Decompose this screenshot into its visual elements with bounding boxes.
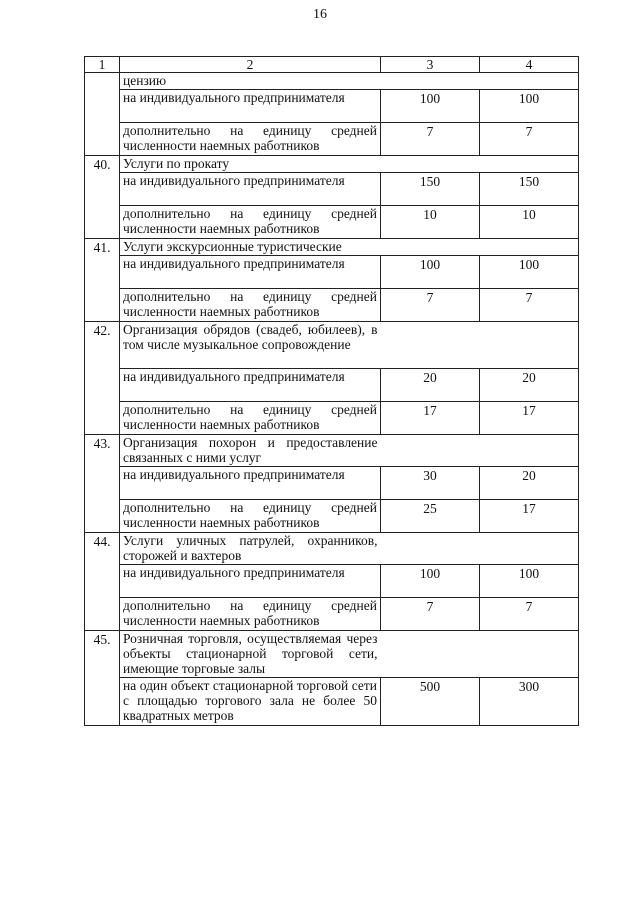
table-row bbox=[85, 631, 579, 678]
item-label: на индивидуального предпринимателя bbox=[120, 467, 381, 500]
section-title: Организация обрядов (свадеб, юбилеев), в том числе музыкальное сопровождение bbox=[120, 322, 381, 369]
empty-cell bbox=[381, 631, 579, 678]
table-row bbox=[85, 565, 579, 598]
row-number: 45. bbox=[85, 631, 120, 726]
value-col3: 7 bbox=[381, 598, 480, 631]
table-row bbox=[85, 156, 579, 173]
value-col4: 7 bbox=[480, 289, 579, 322]
table-row bbox=[85, 123, 579, 156]
table-row bbox=[85, 598, 579, 631]
item-label: на индивидуального предпринимателя bbox=[120, 369, 381, 402]
value-col3: 7 bbox=[381, 289, 480, 322]
value-col4: 300 bbox=[480, 678, 579, 726]
value-col3: 500 bbox=[381, 678, 480, 726]
table-row bbox=[85, 322, 579, 369]
section-title: Розничная торговля, осуществляемая через объекты стационарной торговой сети, имеющие торговые залы bbox=[120, 631, 381, 678]
table-row bbox=[85, 73, 579, 90]
value-col4: 7 bbox=[480, 598, 579, 631]
item-label: на индивидуального предпринимателя bbox=[120, 565, 381, 598]
section-title: Услуги по прокату bbox=[120, 156, 579, 173]
table-row bbox=[85, 369, 579, 402]
column-header: 1 bbox=[85, 57, 120, 73]
column-header: 3 bbox=[381, 57, 480, 73]
item-label: на индивидуального предпринимателя bbox=[120, 173, 381, 206]
empty-cell bbox=[381, 533, 579, 565]
value-col4: 17 bbox=[480, 500, 579, 533]
item-label: дополнительно на единицу средней численности наемных работников bbox=[120, 500, 381, 533]
value-col3: 17 bbox=[381, 402, 480, 435]
table-row bbox=[85, 173, 579, 206]
column-header: 2 bbox=[120, 57, 381, 73]
table-row bbox=[85, 289, 579, 322]
row-number: 43. bbox=[85, 435, 120, 533]
value-col3: 30 bbox=[381, 467, 480, 500]
item-label: дополнительно на единицу средней численности наемных работников bbox=[120, 402, 381, 435]
value-col3: 150 bbox=[381, 173, 480, 206]
table-row bbox=[85, 467, 579, 500]
table-row bbox=[85, 435, 579, 467]
empty-cell bbox=[381, 435, 579, 467]
value-col4: 20 bbox=[480, 369, 579, 402]
item-label: дополнительно на единицу средней численности наемных работников bbox=[120, 206, 381, 239]
value-col3: 7 bbox=[381, 123, 480, 156]
table-row bbox=[85, 90, 579, 123]
item-label: дополнительно на единицу средней численности наемных работников bbox=[120, 123, 381, 156]
row-number: 40. bbox=[85, 156, 120, 239]
value-col4: 100 bbox=[480, 256, 579, 289]
row-number: 42. bbox=[85, 322, 120, 435]
row-number: 41. bbox=[85, 239, 120, 322]
value-col3: 10 bbox=[381, 206, 480, 239]
row-number-cell bbox=[85, 73, 120, 156]
item-label: дополнительно на единицу средней численности наемных работников bbox=[120, 289, 381, 322]
value-col4: 100 bbox=[480, 90, 579, 123]
value-col4: 10 bbox=[480, 206, 579, 239]
item-label: на один объект стационарной торговой сети с площадью торгового зала не более 50 квадратных метров bbox=[120, 678, 381, 726]
value-col3: 100 bbox=[381, 90, 480, 123]
section-title: Услуги уличных патрулей, охранников, сторожей и вахтеров bbox=[120, 533, 381, 565]
value-col4: 17 bbox=[480, 402, 579, 435]
table-header-row bbox=[85, 57, 579, 73]
value-col3: 20 bbox=[381, 369, 480, 402]
value-col3: 100 bbox=[381, 256, 480, 289]
item-label: на индивидуального предпринимателя bbox=[120, 256, 381, 289]
value-col3: 100 bbox=[381, 565, 480, 598]
section-title: Услуги экскурсионные туристические bbox=[120, 239, 579, 256]
table-row bbox=[85, 678, 579, 726]
table-row bbox=[85, 206, 579, 239]
table-row bbox=[85, 239, 579, 256]
item-label: на индивидуального предпринимателя bbox=[120, 90, 381, 123]
table-row bbox=[85, 256, 579, 289]
empty-cell bbox=[381, 322, 579, 369]
table-row bbox=[85, 533, 579, 565]
value-col3: 25 bbox=[381, 500, 480, 533]
column-header: 4 bbox=[480, 57, 579, 73]
value-col4: 20 bbox=[480, 467, 579, 500]
item-label: дополнительно на единицу средней численности наемных работников bbox=[120, 598, 381, 631]
value-col4: 150 bbox=[480, 173, 579, 206]
page-number: 16 bbox=[313, 7, 327, 22]
continuation-label: цензию bbox=[120, 73, 579, 90]
section-title: Организация похорон и предоставление связанных с ними услуг bbox=[120, 435, 381, 467]
table-row bbox=[85, 402, 579, 435]
value-col4: 7 bbox=[480, 123, 579, 156]
row-number: 44. bbox=[85, 533, 120, 631]
rates-table bbox=[84, 56, 579, 726]
table-row bbox=[85, 500, 579, 533]
value-col4: 100 bbox=[480, 565, 579, 598]
